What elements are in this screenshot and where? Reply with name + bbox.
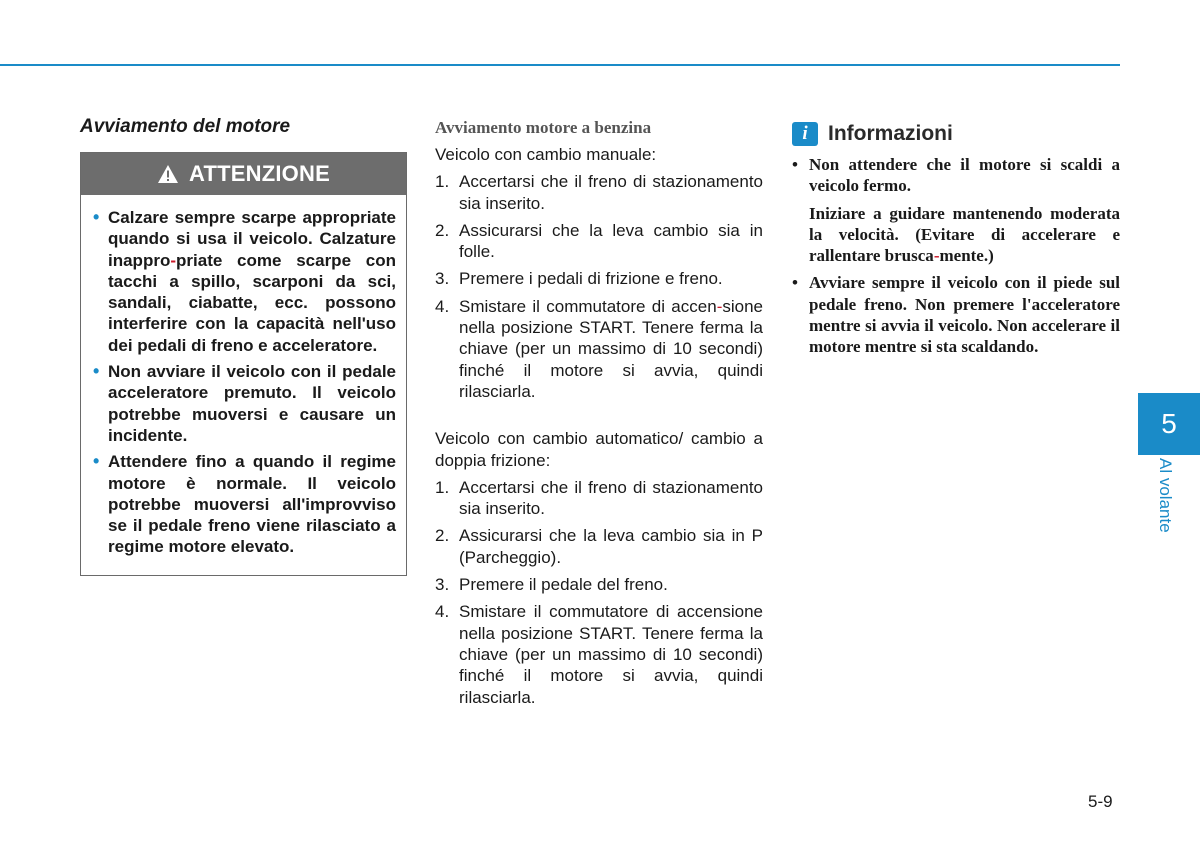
info-item: • Non attendere che il motore si scaldi a veicolo fermo. Iniziare a guidare mantenendo moderata la velocità. (Evitare di accelerare e rallentare brusca-mente.) [792, 154, 1120, 266]
column-info [792, 122, 1120, 364]
list-item: 2. Assicurarsi che la leva cambio sia in P (Parcheggio). [435, 526, 763, 567]
list-item: 1. Accertarsi che il freno di stazionamento sia inserito. [435, 477, 763, 519]
warning-box [80, 152, 407, 576]
warning-item: • Calzare sempre scarpe appropriate quando si usa il veicolo. Calzature inappro-priate come scarpe con tacchi a spillo, scarponi da sci, sandali, ciabatte, ecc. possono interferire con la capacità nell'uso dei pedali di freno e acceleratore. [93, 207, 396, 356]
column-warning [80, 116, 407, 576]
list-item: 4. Smistare il commutatore di accensione nella posizione START. Tenere ferma la chiave (per un massimo di 10 secondi) finché il motore si avvia, quindi rilasciarla. [435, 602, 763, 707]
list-item: 3. Premere il pedale del freno. [435, 575, 668, 595]
section-title: Avviamento del motore [80, 116, 291, 137]
chapter-tab: 5 [1138, 393, 1200, 455]
warning-header-label: ATTENZIONE [189, 161, 330, 186]
warning-list [81, 195, 406, 575]
warning-item: • Attendere fino a quando il regime motore è normale. Il veicolo potrebbe muoversi all'improvviso se il pedale freno viene rilasciato a regime motore elevato. [93, 451, 396, 557]
info-icon: i [792, 122, 818, 146]
warning-item: • Non avviare il veicolo con il pedale acceleratore premuto. Il veicolo potrebbe muoversi e causare un incidente. [93, 361, 396, 446]
info-item: • Avviare sempre il veicolo con il piede sul pedale freno. Non premere l'acceleratore mentre si avvia il veicolo. Non accelerare il motore mentre si sta scaldando. [792, 272, 1120, 357]
subsection-title: Avviamento motore a benzina [435, 118, 652, 137]
list-item: 3. Premere i pedali di frizione e freno. [435, 269, 723, 289]
warning-triangle-icon [157, 164, 179, 184]
info-list [792, 154, 1120, 358]
list-item: 4. Smistare il commutatore di accen-sione nella posizione START. Tenere ferma la chiave (per un massimo di 10 secondi) finché il motore si avvia, quindi rilasciarla. [435, 296, 763, 401]
auto-intro: Veicolo con cambio automatico/ cambio a doppia frizione: [435, 429, 763, 470]
manual-steps [435, 171, 763, 402]
warning-header [81, 153, 406, 195]
info-header [792, 122, 1120, 146]
info-title: Informazioni [828, 122, 953, 145]
manual-intro: Veicolo con cambio manuale: [435, 145, 657, 164]
chapter-label: Al volante [1156, 458, 1175, 533]
header-rule [0, 64, 1120, 66]
column-petrol-start [435, 118, 763, 714]
auto-steps [435, 477, 763, 708]
page-number: 5-9 [1088, 792, 1113, 811]
list-item: 2. Assicurarsi che la leva cambio sia in folle. [435, 220, 763, 262]
list-item: 1. Accertarsi che il freno di stazionamento sia inserito. [435, 172, 763, 213]
